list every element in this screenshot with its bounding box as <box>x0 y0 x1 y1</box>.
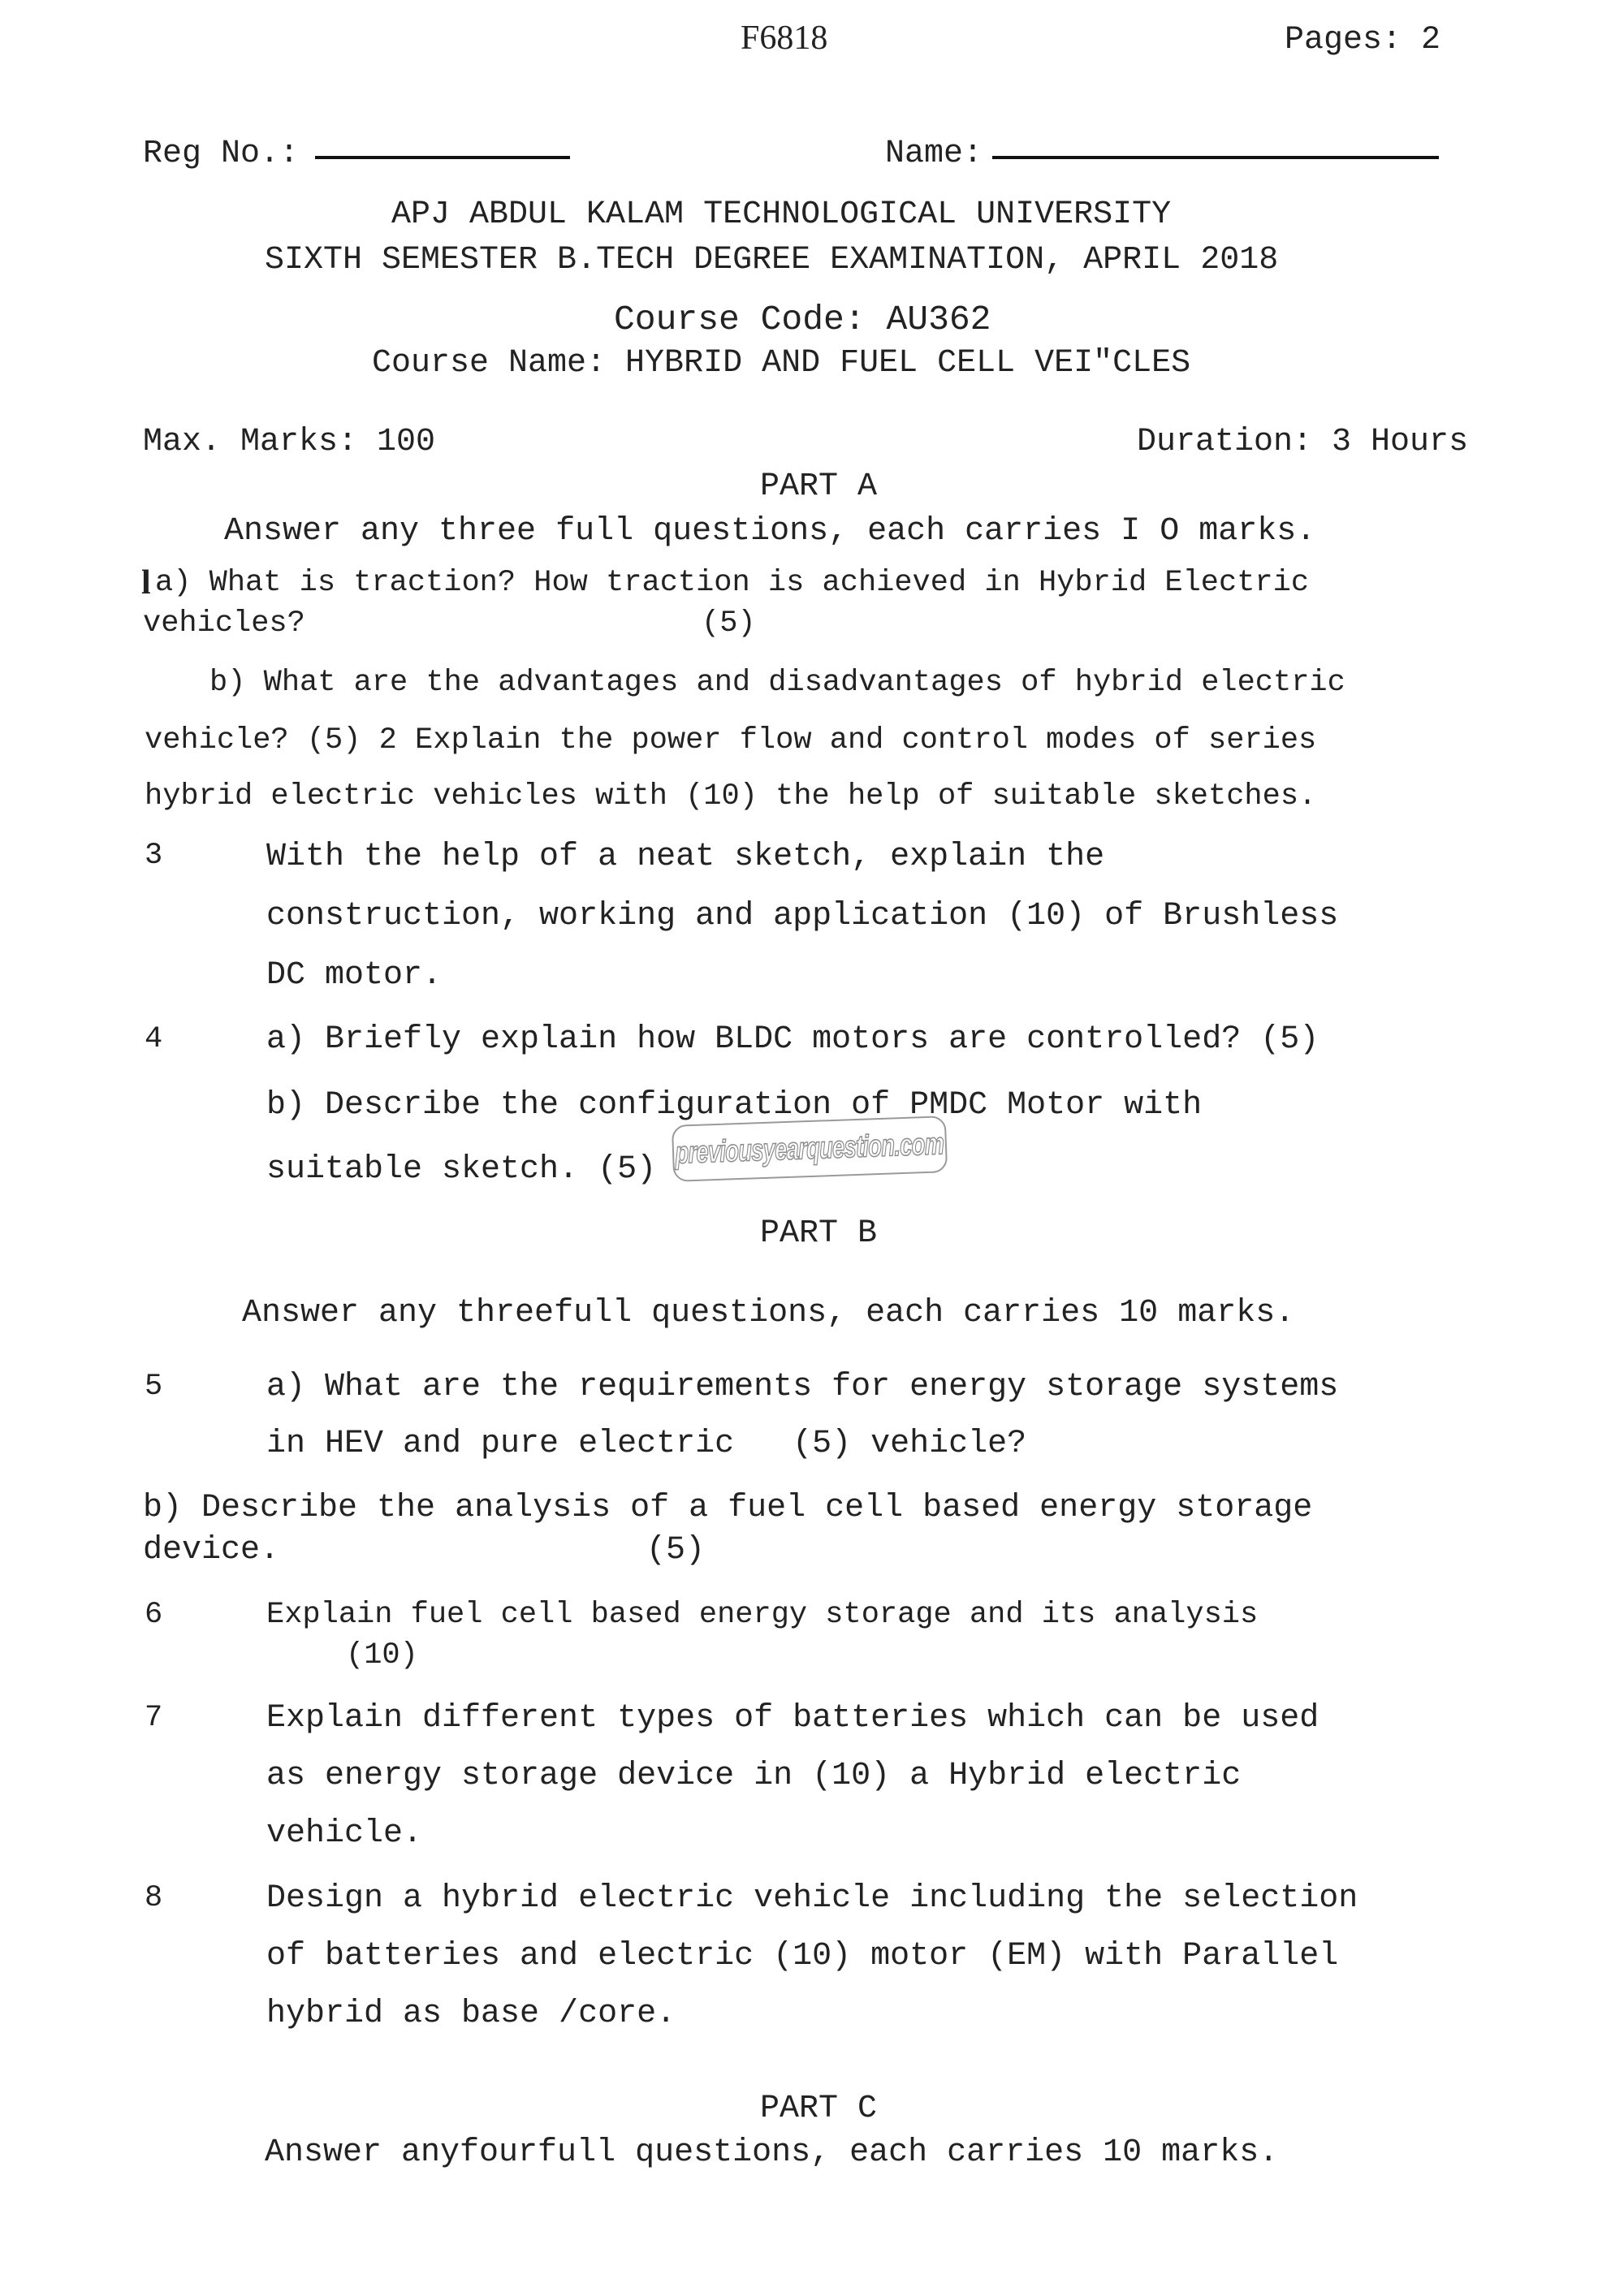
q3-text-line3: DC motor. <box>266 957 443 994</box>
part-b-instruction: Answer any threefull questions, each carries 10 marks. <box>242 1295 1295 1331</box>
q4a-text: a) Briefly explain how BLDC motors are controlled? (5) <box>266 1021 1320 1058</box>
paper-code: F6818 <box>741 19 828 57</box>
q7-text-line3: vehicle. <box>266 1815 423 1852</box>
q1-number: l <box>141 564 151 602</box>
max-marks: Max. Marks: 100 <box>143 424 436 460</box>
part-a-heading: PART A <box>760 468 878 505</box>
course-code: Course Code: AU362 <box>614 300 991 339</box>
exam-title: SIXTH SEMESTER B.TECH DEGREE EXAMINATION, APRIL 2018 <box>265 242 1279 278</box>
part-c-instruction: Answer anyfourfull questions, each carries 10 marks. <box>265 2134 1279 2171</box>
watermark-text: previousyearquestion.com <box>674 1126 945 1171</box>
part-a-instruction: Answer any three full questions, each carries I O marks. <box>224 513 1316 550</box>
name-field[interactable] <box>992 156 1439 159</box>
q3-text-line1: With the help of a neat sketch, explain the <box>266 839 1105 875</box>
q5b-text-line1: b) Describe the analysis of a fuel cell based energy storage <box>143 1490 1313 1526</box>
part-b-heading: PART B <box>760 1215 878 1252</box>
watermark-stamp <box>672 1116 948 1182</box>
q8-number: 8 <box>145 1881 163 1915</box>
q5b-text-line2: device. <box>143 1532 280 1569</box>
q1a-text-line1: a) What is traction? How traction is achieved in Hybrid Electric <box>155 566 1310 600</box>
q4-number: 4 <box>145 1022 163 1056</box>
q8-text-line2: of batteries and electric (10) motor (EM) with Parallel <box>266 1938 1339 1974</box>
q1a-marks: (5) <box>702 606 756 641</box>
q8-text-line1: Design a hybrid electric vehicle including the selection <box>266 1880 1358 1917</box>
q5b-marks: (5) <box>646 1532 706 1569</box>
q3-number: 3 <box>145 839 163 873</box>
course-name: Course Name: HYBRID AND FUEL CELL VEI"CLES <box>372 345 1191 382</box>
q4b-text-line2: suitable sketch. (5) <box>266 1151 657 1188</box>
q3-text-line2: construction, working and application (10) of Brushless <box>266 898 1339 934</box>
q1b-text-line2: vehicle? (5) 2 Explain the power flow and control modes of series <box>145 723 1317 757</box>
university-name: APJ ABDUL KALAM TECHNOLOGICAL UNIVERSITY <box>391 196 1172 233</box>
q5a-text-line1: a) What are the requirements for energy storage systems <box>266 1369 1339 1405</box>
q8-text-line3: hybrid as base /core. <box>266 1996 676 2032</box>
reg-no-field[interactable] <box>315 156 570 159</box>
q6-marks: (10) <box>346 1638 418 1672</box>
page-count: Pages: 2 <box>1285 22 1441 58</box>
q7-number: 7 <box>145 1701 163 1735</box>
q7-text-line2: as energy storage device in (10) a Hybrid electric <box>266 1758 1242 1794</box>
q6-number: 6 <box>145 1598 163 1632</box>
name-label: Name: <box>885 136 983 172</box>
duration: Duration: 3 Hours <box>1137 424 1469 460</box>
q7-text-line1: Explain different types of batteries which can be used <box>266 1700 1320 1737</box>
q6-text: Explain fuel cell based energy storage and its analysis <box>266 1598 1259 1632</box>
q5a-text-line2: in HEV and pure electric (5) vehicle? <box>266 1426 1027 1462</box>
q4b-text-line1: b) Describe the configuration of PMDC Motor with <box>266 1087 1203 1124</box>
reg-no-label: Reg No.: <box>143 136 300 172</box>
part-c-heading: PART C <box>760 2091 878 2127</box>
q1b-text-line3: hybrid electric vehicles with (10) the help of suitable sketches. <box>145 779 1317 814</box>
q1a-text-line2: vehicles? <box>143 606 305 641</box>
q1b-text-line1: b) What are the advantages and disadvantages of hybrid electric <box>209 666 1345 700</box>
q5-number: 5 <box>145 1370 163 1404</box>
